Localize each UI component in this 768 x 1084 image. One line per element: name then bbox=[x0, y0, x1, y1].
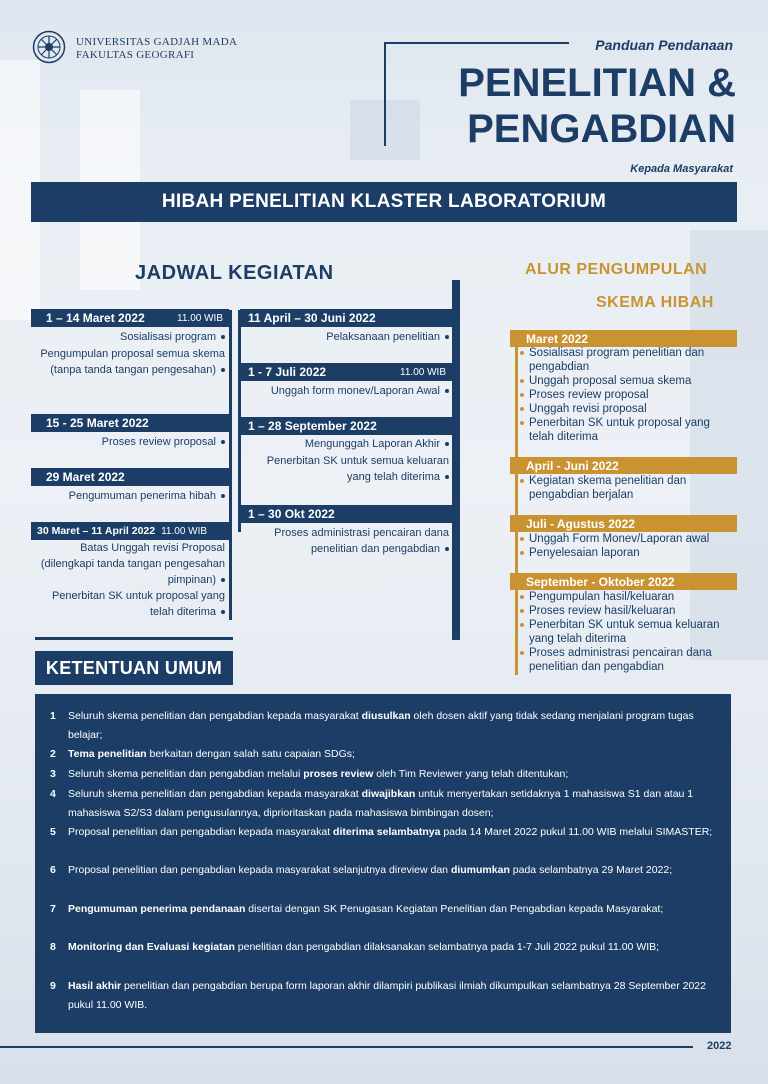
bullet-dot-icon bbox=[445, 475, 449, 479]
rule-text bbox=[68, 900, 720, 919]
rule-text-part: Seluruh skema penelitian dan pengabdian melalui bbox=[68, 768, 304, 780]
flow-period: Juli - Agustus 2022 bbox=[510, 515, 737, 532]
flow-list-item: Kegiatan skema penelitian dan pengabdian berjalan bbox=[520, 474, 730, 502]
schedule-time-label: 11.00 WIB bbox=[161, 525, 208, 537]
schedule-item-text: Pelaksanaan penelitian bbox=[326, 331, 440, 343]
rule-number: 2 bbox=[50, 748, 56, 760]
page-title-line3: Kepada Masyarakat bbox=[630, 163, 733, 175]
flow-period: Maret 2022 bbox=[510, 330, 737, 347]
rule-text-part: penelitian dan pengabdian berupa form laporan akhir dilampiri publikasi ilmiah dikumpulkan selambatnya 28 September 2022 pukul 11.00 WIB. bbox=[68, 980, 706, 1011]
schedule-item bbox=[244, 329, 449, 345]
rule-text-part: Seluruh skema penelitian dan pengabdian kepada masyarakat bbox=[68, 710, 362, 722]
rule-item bbox=[50, 938, 720, 957]
rule-number: 4 bbox=[50, 788, 56, 800]
schedule-date bbox=[31, 468, 229, 486]
schedule-time-label: 11.00 WIB bbox=[177, 312, 223, 324]
rule-item bbox=[50, 977, 720, 1015]
bullet-dot-icon bbox=[221, 440, 225, 444]
rule-text-part: oleh Tim Reviewer yang telah ditentukan; bbox=[373, 768, 569, 780]
schedule-item bbox=[244, 453, 449, 485]
flow-list bbox=[520, 474, 730, 502]
page-title-line2: PENGABDIAN bbox=[467, 107, 736, 151]
schedule-date bbox=[31, 522, 229, 540]
rule-number: 9 bbox=[50, 980, 56, 992]
rule-text-part: pada 14 Maret 2022 pukul 11.00 WIB melalui SIMASTER; bbox=[440, 826, 713, 838]
schedule-item bbox=[244, 436, 449, 452]
flow-list-item: Unggah revisi proposal bbox=[520, 402, 730, 416]
schedule-time-label: 11.00 WIB bbox=[400, 366, 446, 378]
schedule-item bbox=[244, 383, 449, 399]
footer-year: 2022 bbox=[707, 1040, 732, 1052]
schedule-date-label: 30 Maret – 11 April 2022 bbox=[37, 525, 156, 537]
flow-list bbox=[520, 590, 730, 674]
flow-list-item: Penerbitan SK untuk semua keluaran yang telah diterima bbox=[520, 618, 730, 646]
rule-text bbox=[68, 785, 720, 823]
rule-text-bold: Tema penelitian bbox=[68, 748, 147, 760]
flow-period: April - Juni 2022 bbox=[510, 457, 737, 474]
schedule-item bbox=[35, 329, 225, 345]
rule-text-bold: diusulkan bbox=[361, 710, 411, 722]
bullet-dot-icon bbox=[221, 494, 225, 498]
rule-item bbox=[50, 900, 720, 919]
rule-text-part: Proposal penelitian dan pengabdian kepada masyarakat bbox=[68, 826, 334, 838]
rule-text bbox=[68, 977, 720, 1015]
schedule-item bbox=[35, 540, 225, 588]
rule-text bbox=[68, 938, 720, 957]
rule-item bbox=[50, 785, 720, 823]
schedule-date-label: 1 – 28 September 2022 bbox=[248, 419, 377, 433]
flow-list-item: Sosialisasi program penelitian dan pengabdian bbox=[520, 346, 730, 374]
schedule-item-text: Sosialisasi program bbox=[120, 331, 216, 343]
flow-list-item: Unggah Form Monev/Laporan awal bbox=[520, 532, 730, 546]
bullet-dot-icon bbox=[221, 578, 225, 582]
bullet-dot-icon bbox=[221, 610, 225, 614]
flow-list-item: Proses administrasi pencairan dana penelitian dan pengabdian bbox=[520, 646, 730, 674]
rule-text bbox=[68, 823, 720, 842]
schedule-item-text: Proses administrasi pencairan dana penelitian dan pengabdian bbox=[274, 527, 449, 555]
flow-list-item: Penyelesaian laporan bbox=[520, 546, 730, 560]
rule-number: 6 bbox=[50, 864, 56, 876]
rule-item bbox=[50, 823, 720, 842]
schedule-item bbox=[35, 488, 225, 504]
flow-title-line2: SKEMA HIBAH bbox=[596, 294, 714, 311]
rule-text bbox=[68, 707, 720, 745]
rule-text-bold: diumumkan bbox=[450, 864, 510, 876]
flow-list-item: Proses review hasil/keluaran bbox=[520, 604, 730, 618]
rule-item bbox=[50, 765, 720, 784]
rule-text-part: oleh dosen aktif yang tidak sedang menjalani program tugas belajar; bbox=[68, 710, 694, 741]
schedule-date bbox=[31, 309, 229, 327]
title-frame-top bbox=[384, 42, 569, 44]
rule-text-bold: proses review bbox=[303, 768, 374, 780]
schedule-date-label: 29 Maret 2022 bbox=[46, 470, 125, 484]
rule-number: 8 bbox=[50, 941, 56, 953]
university-label: UNIVERSITAS GADJAH MADA bbox=[76, 36, 238, 48]
bullet-dot-icon bbox=[221, 335, 225, 339]
rules-divider bbox=[35, 637, 233, 640]
schedule-item bbox=[35, 434, 225, 450]
timeline-center-line bbox=[452, 280, 460, 640]
rule-text bbox=[68, 745, 720, 764]
rule-text-bold: Monitoring dan Evaluasi kegiatan bbox=[68, 941, 235, 953]
rule-item bbox=[50, 861, 720, 880]
flow-list bbox=[520, 346, 730, 444]
guide-subtitle: Panduan Pendanaan bbox=[595, 37, 733, 53]
schedule-date bbox=[240, 417, 452, 435]
schedule-item-text: Penerbitan SK untuk proposal yang telah diterima bbox=[51, 590, 225, 618]
page-title-line1: PENELITIAN & bbox=[458, 61, 736, 105]
flow-line bbox=[515, 330, 518, 675]
rule-item bbox=[50, 707, 720, 745]
rule-text-bold: Pengumuman penerima pendanaan bbox=[68, 903, 246, 915]
rule-text-part: untuk menyertakan setidaknya 1 mahasiswa S1 dan atau 1 mahasiswa S2/S3 dalam pengusulannya, diprioritaskan pada mahasiswa bimbingan dosen; bbox=[68, 788, 694, 819]
schedule-date-label: 1 – 30 Okt 2022 bbox=[248, 507, 335, 521]
schedule-item bbox=[35, 588, 225, 620]
schedule-item-text: Mengunggah Laporan Akhir bbox=[304, 438, 440, 450]
rule-text-part: Seluruh skema penelitian dan pengabdian kepada masyarakat bbox=[68, 788, 362, 800]
rule-text-bold: diterima selambatnya bbox=[333, 826, 441, 838]
rule-number: 3 bbox=[50, 768, 56, 780]
rule-text-part: pada selambatnya 29 Maret 2022; bbox=[509, 864, 673, 876]
flow-period: September - Oktober 2022 bbox=[510, 573, 737, 590]
bullet-dot-icon bbox=[445, 442, 449, 446]
schedule-item-text: Unggah form monev/Laporan Awal bbox=[270, 385, 440, 397]
schedule-date-label: 1 – 14 Maret 2022 bbox=[46, 311, 145, 325]
rule-text-part: Proposal penelitian dan pengabdian kepada masyarakat selanjutnya direview dan bbox=[68, 864, 451, 876]
rule-text-part: berkaitan dengan salah satu capaian SDGs; bbox=[146, 748, 355, 760]
title-frame-left bbox=[384, 42, 386, 146]
flow-list bbox=[520, 532, 730, 560]
rule-text-part: penelitian dan pengabdian dilaksanakan selambatnya pada 1-7 Juli 2022 pukul 11.00 WIB; bbox=[234, 941, 660, 953]
university-name bbox=[76, 36, 237, 62]
schedule-item bbox=[35, 346, 225, 378]
schedule-date bbox=[240, 309, 452, 327]
flow-list-item: Penerbitan SK untuk proposal yang telah diterima bbox=[520, 416, 730, 444]
rule-number: 1 bbox=[50, 710, 56, 722]
flow-list-item: Pengumpulan hasil/keluaran bbox=[520, 590, 730, 604]
bullet-dot-icon bbox=[445, 335, 449, 339]
schedule-item-text: Pengumpulan proposal semua skema (tanpa tanda tangan pengesahan) bbox=[40, 348, 225, 376]
schedule-item bbox=[244, 525, 449, 557]
timeline-left-line bbox=[229, 310, 232, 620]
footer-line bbox=[0, 1046, 693, 1048]
schedule-date bbox=[240, 505, 452, 523]
schedule-item-text: Proses review proposal bbox=[101, 436, 216, 448]
flow-title-line1: ALUR PENGUMPULAN bbox=[525, 261, 708, 278]
flow-list-item: Unggah proposal semua skema bbox=[520, 374, 730, 388]
faculty-label: FAKULTAS GEOGRAFI bbox=[76, 49, 195, 61]
schedule-date-label: 15 - 25 Maret 2022 bbox=[46, 416, 149, 430]
rules-title: KETENTUAN UMUM bbox=[35, 651, 233, 685]
schedule-item-text: Batas Unggah revisi Proposal (dilengkapi tanda tangan pengesahan pimpinan) bbox=[40, 542, 225, 586]
bullet-dot-icon bbox=[445, 389, 449, 393]
flow-list-item: Proses review proposal bbox=[520, 388, 730, 402]
rule-text-bold: Hasil akhir bbox=[68, 980, 122, 992]
schedule-date bbox=[240, 363, 452, 381]
rule-text bbox=[68, 765, 720, 784]
university-seal-icon bbox=[32, 30, 66, 64]
schedule-item-text: Penerbitan SK untuk semua keluaran yang telah diterima bbox=[266, 455, 449, 483]
grant-banner: HIBAH PENELITIAN KLASTER LABORATORIUM bbox=[31, 182, 737, 222]
rule-number: 7 bbox=[50, 903, 56, 915]
rule-item bbox=[50, 745, 720, 764]
schedule-title: JADWAL KEGIATAN bbox=[135, 262, 334, 284]
bullet-dot-icon bbox=[445, 547, 449, 551]
schedule-date-label: 1 - 7 Juli 2022 bbox=[248, 365, 327, 379]
schedule-item-text: Pengumuman penerima hibah bbox=[68, 490, 216, 502]
bullet-dot-icon bbox=[221, 368, 225, 372]
schedule-date bbox=[31, 414, 229, 432]
rule-text bbox=[68, 861, 720, 880]
rule-text-part: disertai dengan SK Penugasan Kegiatan Penelitian dan Pengabdian kepada Masyarakat; bbox=[245, 903, 664, 915]
schedule-date-label: 11 April – 30 Juni 2022 bbox=[248, 311, 376, 325]
rule-number: 5 bbox=[50, 826, 56, 838]
rule-text-bold: diwajibkan bbox=[361, 788, 416, 800]
